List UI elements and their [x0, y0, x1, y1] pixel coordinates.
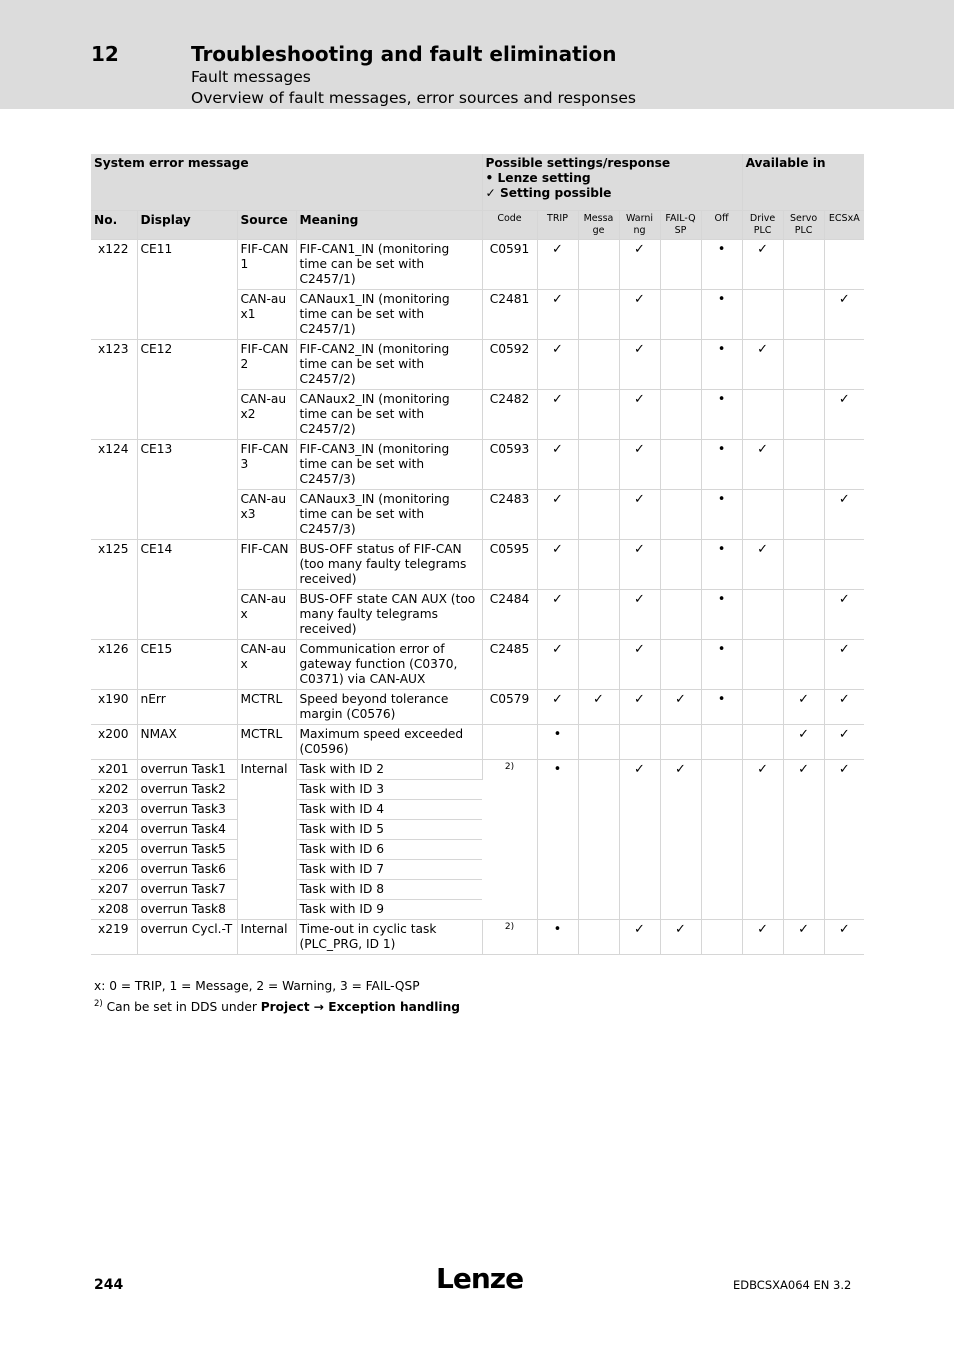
cell-off: [701, 725, 742, 760]
col-meaning: Meaning: [296, 211, 482, 240]
cell-meaning: CANaux1_IN (monitoring time can be set with C2457/1): [296, 290, 482, 340]
legend-footnote: x: 0 = TRIP, 1 = Message, 2 = Warning, 3 = FAIL-QSP: [94, 979, 420, 993]
cell-display: overrun Task6: [137, 860, 237, 880]
cell-ecs: ✓: [824, 490, 864, 540]
cell-trip: ✓: [537, 240, 578, 290]
cell-fq: [660, 640, 701, 690]
cell-ecs: [824, 540, 864, 590]
column-header-row: [91, 211, 864, 240]
cell-meaning: Task with ID 4: [296, 800, 482, 820]
cell-source: CAN-au x: [237, 640, 296, 690]
fault-message-table: [91, 154, 864, 955]
cell-dp: ✓: [742, 340, 783, 390]
lenze-logo: Lenze: [436, 1262, 524, 1295]
cell-sp: [783, 640, 824, 690]
footnote-ref: 2): [504, 922, 515, 932]
cell-meaning: Time-out in cyclic task (PLC_PRG, ID 1): [296, 920, 482, 955]
col-servo-plc: Servo PLC: [783, 211, 824, 240]
cell-trip: ✓: [537, 540, 578, 590]
dds-footnote: [94, 999, 460, 1014]
cell-warn: ✓: [619, 590, 660, 640]
cell-ecs: [824, 440, 864, 490]
cell-fq: [660, 490, 701, 540]
cell-trip: ✓: [537, 490, 578, 540]
section-subtitle-2: Overview of fault messages, error sources and responses: [191, 89, 636, 107]
cell-msg: [578, 240, 619, 290]
cell-sp: ✓: [783, 920, 824, 955]
cell-sp: [783, 290, 824, 340]
cell-code: C2482: [482, 390, 537, 440]
cell-off: •: [701, 640, 742, 690]
cell-dp: [742, 290, 783, 340]
col-drive-plc: Drive PLC: [742, 211, 783, 240]
cell-dp: [742, 690, 783, 725]
table-row: [91, 640, 864, 690]
cell-source: FIF-CAN: [237, 540, 296, 590]
col-ecsxa: ECSxA: [824, 211, 864, 240]
cell-sp: ✓: [783, 690, 824, 725]
cell-source: Internal: [237, 920, 296, 955]
cell-trip: ✓: [537, 640, 578, 690]
cell-trip: ✓: [537, 390, 578, 440]
cell-dp: [742, 725, 783, 760]
page-number: 244: [94, 1277, 124, 1293]
cell-warn: ✓: [619, 240, 660, 290]
col-warning: Warni ng: [619, 211, 660, 240]
cell-display: nErr: [137, 690, 237, 725]
table-row: [91, 340, 864, 390]
cell-msg: [578, 640, 619, 690]
cell-off: •: [701, 490, 742, 540]
cell-ecs: [824, 240, 864, 290]
cell-no: x207: [91, 880, 137, 900]
table-row: [91, 540, 864, 590]
cell-dp: ✓: [742, 920, 783, 955]
cell-fq: ✓: [660, 760, 701, 920]
cell-dp: [742, 390, 783, 440]
cell-msg: [578, 725, 619, 760]
cell-off: •: [701, 340, 742, 390]
cell-display: overrun Task3: [137, 800, 237, 820]
cell-source: CAN-au x3: [237, 490, 296, 540]
cell-display: overrun Task5: [137, 840, 237, 860]
cell-meaning: BUS-OFF state CAN AUX (too many faulty telegrams received): [296, 590, 482, 640]
cell-fq: [660, 725, 701, 760]
cell-display: CE14: [137, 540, 237, 640]
cell-dp: [742, 590, 783, 640]
cell-warn: ✓: [619, 440, 660, 490]
cell-display: CE12: [137, 340, 237, 440]
cell-source: FIF-CAN 1: [237, 240, 296, 290]
cell-no: x125: [91, 540, 137, 640]
cell-meaning: Task with ID 6: [296, 840, 482, 860]
cell-sp: ✓: [783, 760, 824, 920]
cell-meaning: Task with ID 3: [296, 780, 482, 800]
cell-display: overrun Task8: [137, 900, 237, 920]
cell-warn: ✓: [619, 540, 660, 590]
cell-warn: ✓: [619, 920, 660, 955]
cell-meaning: BUS-OFF status of FIF-CAN (too many faulty telegrams received): [296, 540, 482, 590]
cell-no: x205: [91, 840, 137, 860]
cell-meaning: FIF-CAN3_IN (monitoring time can be set with C2457/3): [296, 440, 482, 490]
cell-warn: ✓: [619, 290, 660, 340]
cell-dp: ✓: [742, 440, 783, 490]
cell-no: x203: [91, 800, 137, 820]
cell-no: x190: [91, 690, 137, 725]
chapter-title: Troubleshooting and fault elimination: [191, 42, 617, 66]
cell-off: •: [701, 390, 742, 440]
cell-meaning: FIF-CAN1_IN (monitoring time can be set with C2457/1): [296, 240, 482, 290]
available-in-header: Available in: [742, 154, 864, 211]
cell-fq: [660, 540, 701, 590]
cell-code: [482, 760, 537, 920]
cell-display: overrun Task7: [137, 880, 237, 900]
cell-source: MCTRL: [237, 725, 296, 760]
cell-off: •: [701, 440, 742, 490]
cell-sp: [783, 390, 824, 440]
cell-sp: [783, 590, 824, 640]
cell-msg: [578, 490, 619, 540]
cell-code: C2485: [482, 640, 537, 690]
cell-msg: [578, 540, 619, 590]
cell-ecs: ✓: [824, 640, 864, 690]
cell-msg: [578, 920, 619, 955]
cell-code: [482, 920, 537, 955]
cell-source: CAN-au x1: [237, 290, 296, 340]
cell-code: C0579: [482, 690, 537, 725]
cell-no: x204: [91, 820, 137, 840]
cell-msg: [578, 590, 619, 640]
cell-sp: [783, 540, 824, 590]
cell-display: overrun Task1: [137, 760, 237, 780]
cell-code: C0593: [482, 440, 537, 490]
cell-warn: ✓: [619, 690, 660, 725]
cell-sp: ✓: [783, 725, 824, 760]
cell-meaning: Speed beyond tolerance margin (C0576): [296, 690, 482, 725]
cell-no: x200: [91, 725, 137, 760]
cell-code: C2484: [482, 590, 537, 640]
cell-meaning: Task with ID 7: [296, 860, 482, 880]
cell-meaning: Task with ID 2: [296, 760, 482, 780]
cell-ecs: ✓: [824, 390, 864, 440]
cell-ecs: ✓: [824, 760, 864, 920]
cell-meaning: Task with ID 5: [296, 820, 482, 840]
cell-sp: [783, 340, 824, 390]
col-trip: TRIP: [537, 211, 578, 240]
cell-meaning: Task with ID 9: [296, 900, 482, 920]
cell-trip: ✓: [537, 340, 578, 390]
system-error-header: System error message: [91, 154, 482, 211]
cell-fq: [660, 440, 701, 490]
cell-meaning: FIF-CAN2_IN (monitoring time can be set with C2457/2): [296, 340, 482, 390]
cell-msg: [578, 390, 619, 440]
cell-fq: [660, 390, 701, 440]
cell-fq: ✓: [660, 690, 701, 725]
cell-source: CAN-au x: [237, 590, 296, 640]
cell-trip: ✓: [537, 590, 578, 640]
col-fail-qsp: FAIL-Q SP: [660, 211, 701, 240]
possible-settings-header: [482, 154, 742, 211]
cell-sp: [783, 240, 824, 290]
cell-off: •: [701, 290, 742, 340]
cell-code: C2483: [482, 490, 537, 540]
col-off: Off: [701, 211, 742, 240]
cell-source: MCTRL: [237, 690, 296, 725]
cell-no: x219: [91, 920, 137, 955]
cell-off: •: [701, 540, 742, 590]
cell-source: FIF-CAN 3: [237, 440, 296, 490]
cell-warn: [619, 725, 660, 760]
cell-fq: [660, 240, 701, 290]
cell-fq: [660, 340, 701, 390]
cell-ecs: [824, 340, 864, 390]
cell-meaning: CANaux2_IN (monitoring time can be set with C2457/2): [296, 390, 482, 440]
cell-off: [701, 920, 742, 955]
cell-no: x206: [91, 860, 137, 880]
section-subtitle: Fault messages: [191, 68, 311, 86]
col-no: No.: [91, 211, 137, 240]
possible-settings-title: Possible settings/response: [485, 156, 671, 170]
col-code: Code: [482, 211, 537, 240]
cell-trip: ✓: [537, 290, 578, 340]
cell-ecs: ✓: [824, 920, 864, 955]
cell-trip: ✓: [537, 690, 578, 725]
cell-warn: ✓: [619, 760, 660, 920]
cell-dp: [742, 490, 783, 540]
cell-warn: ✓: [619, 340, 660, 390]
cell-trip: •: [537, 920, 578, 955]
cell-code: C0591: [482, 240, 537, 290]
cell-trip: •: [537, 725, 578, 760]
col-source: Source: [237, 211, 296, 240]
cell-code: C0592: [482, 340, 537, 390]
cell-msg: ✓: [578, 690, 619, 725]
cell-warn: ✓: [619, 490, 660, 540]
footnote-text: Can be set in DDS under: [106, 1000, 257, 1015]
col-display: Display: [137, 211, 237, 240]
table-row: [91, 440, 864, 490]
col-message: Messa ge: [578, 211, 619, 240]
cell-fq: [660, 590, 701, 640]
cell-meaning: CANaux3_IN (monitoring time can be set with C2457/3): [296, 490, 482, 540]
cell-no: x123: [91, 340, 137, 440]
cell-dp: ✓: [742, 760, 783, 920]
cell-ecs: ✓: [824, 590, 864, 640]
table-row: [91, 725, 864, 760]
setting-possible-legend: ✓ Setting possible: [485, 186, 612, 200]
table-row: [91, 240, 864, 290]
cell-code: C2481: [482, 290, 537, 340]
footnote-ref: 2): [504, 762, 515, 772]
cell-display: CE11: [137, 240, 237, 340]
cell-display: overrun Task2: [137, 780, 237, 800]
cell-off: •: [701, 690, 742, 725]
cell-code: [482, 725, 537, 760]
cell-warn: ✓: [619, 640, 660, 690]
cell-display: CE13: [137, 440, 237, 540]
cell-off: •: [701, 590, 742, 640]
table-row: [91, 690, 864, 725]
document-id: EDBCSXA064 EN 3.2: [733, 1278, 852, 1292]
cell-sp: [783, 440, 824, 490]
cell-dp: ✓: [742, 240, 783, 290]
cell-display: CE15: [137, 640, 237, 690]
cell-source: FIF-CAN 2: [237, 340, 296, 390]
cell-no: x208: [91, 900, 137, 920]
cell-off: [701, 760, 742, 920]
table-row: [91, 760, 864, 780]
cell-meaning: Maximum speed exceeded (C0596): [296, 725, 482, 760]
cell-no: x201: [91, 760, 137, 780]
footnote-menu-path: Project → Exception handling: [260, 1000, 460, 1015]
cell-meaning: Task with ID 8: [296, 880, 482, 900]
cell-msg: [578, 290, 619, 340]
cell-warn: ✓: [619, 390, 660, 440]
cell-display: overrun Cycl.-T: [137, 920, 237, 955]
cell-trip: ✓: [537, 440, 578, 490]
cell-no: x126: [91, 640, 137, 690]
group-header-row: [91, 154, 864, 211]
cell-ecs: ✓: [824, 690, 864, 725]
cell-display: NMAX: [137, 725, 237, 760]
cell-fq: [660, 290, 701, 340]
cell-dp: [742, 640, 783, 690]
cell-sp: [783, 490, 824, 540]
cell-meaning: Communication error of gateway function (C0370, C0371) via CAN-AUX: [296, 640, 482, 690]
cell-fq: ✓: [660, 920, 701, 955]
footnote-marker: 2): [94, 999, 103, 1009]
lenze-setting-legend: • Lenze setting: [485, 171, 591, 185]
cell-ecs: ✓: [824, 725, 864, 760]
cell-off: •: [701, 240, 742, 290]
cell-source: CAN-au x2: [237, 390, 296, 440]
chapter-number: 12: [91, 42, 119, 66]
cell-no: x124: [91, 440, 137, 540]
cell-msg: [578, 340, 619, 390]
cell-msg: [578, 440, 619, 490]
cell-trip: •: [537, 760, 578, 920]
cell-msg: [578, 760, 619, 920]
cell-source: Internal: [237, 760, 296, 920]
cell-code: C0595: [482, 540, 537, 590]
cell-display: overrun Task4: [137, 820, 237, 840]
cell-ecs: ✓: [824, 290, 864, 340]
cell-no: x122: [91, 240, 137, 340]
table-row: [91, 920, 864, 955]
cell-no: x202: [91, 780, 137, 800]
cell-dp: ✓: [742, 540, 783, 590]
